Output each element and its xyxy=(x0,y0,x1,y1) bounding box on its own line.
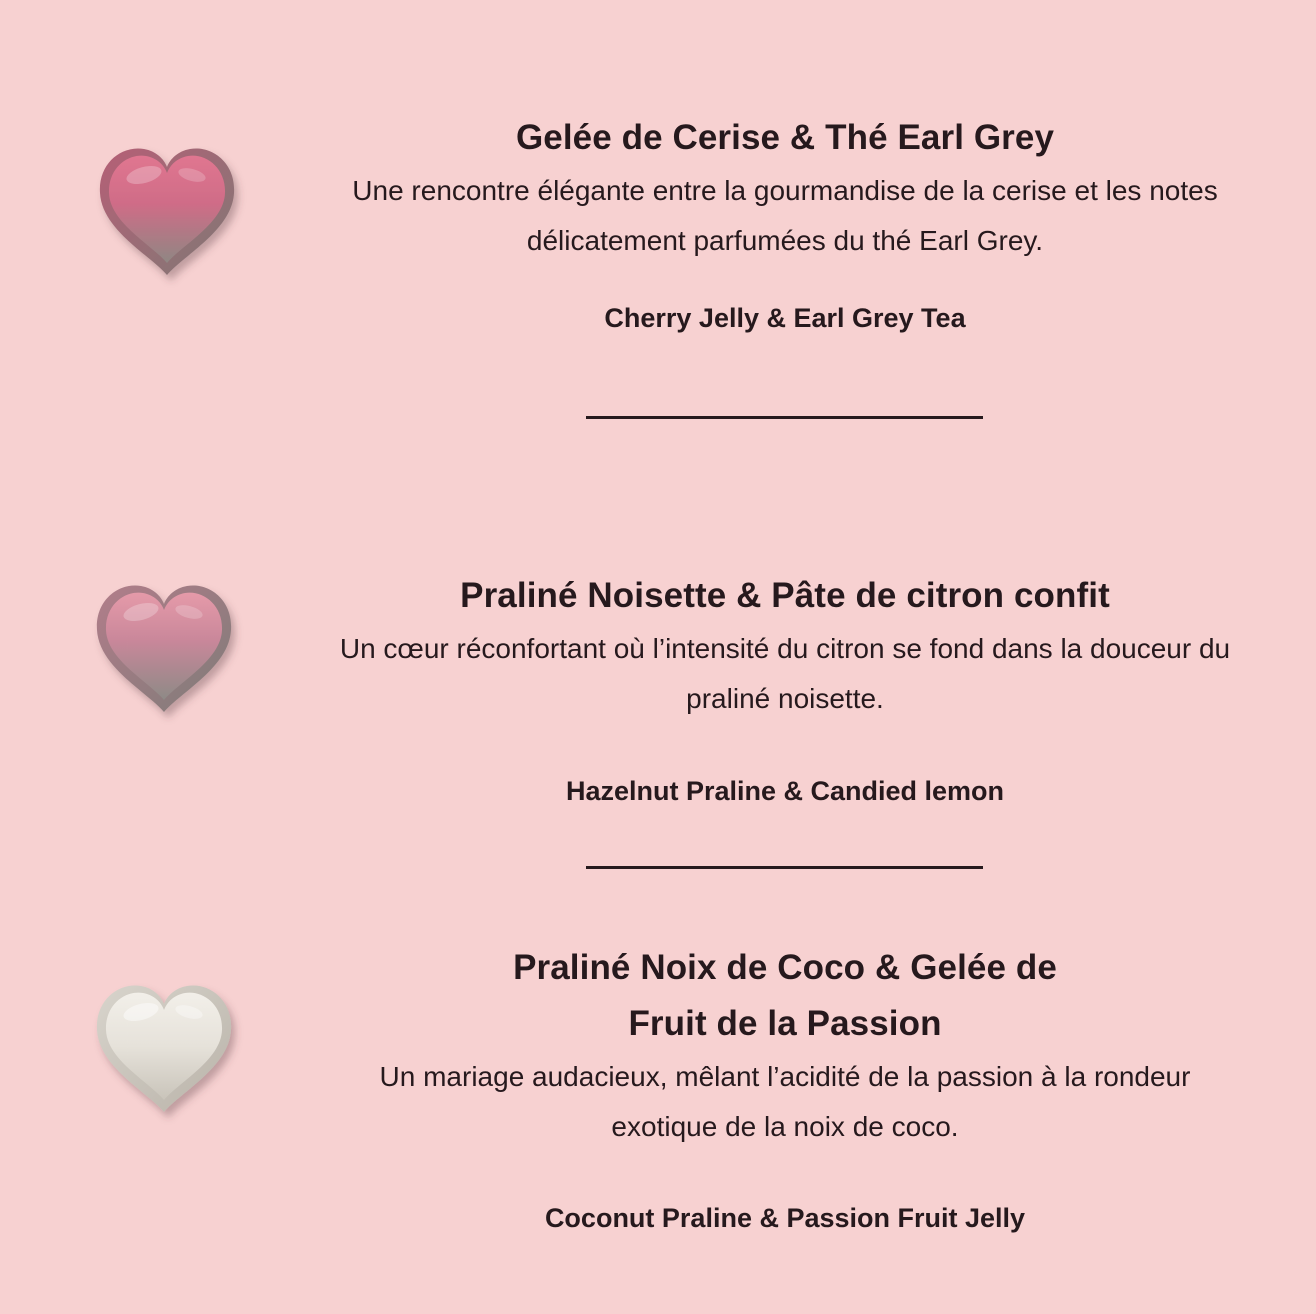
section-divider xyxy=(586,416,983,419)
heart-chocolate-coconut-icon xyxy=(89,972,239,1122)
heart-chocolate-cherry-icon xyxy=(92,135,242,285)
item-english-name: Cherry Jelly & Earl Grey Tea xyxy=(604,303,966,333)
item-english-name: Coconut Praline & Passion Fruit Jelly xyxy=(544,1203,1026,1233)
item-title: Gelée de Cerise & Thé Earl Grey xyxy=(515,118,1055,157)
item-hazelnut-lemon xyxy=(300,568,1270,828)
item-title-line-1: Praliné Noix de Coco & Gelée de xyxy=(513,948,1057,987)
item-title: Praliné Noisette & Pâte de citron confit xyxy=(460,576,1110,615)
item-english-name: Hazelnut Praline & Candied lemon xyxy=(565,776,1005,806)
item-title-line-2: Fruit de la Passion xyxy=(628,1004,942,1043)
heart-chocolate-hazelnut-icon xyxy=(89,572,239,722)
item-cherry-earl-grey xyxy=(300,110,1270,350)
item-description: Un mariage audacieux, mêlant l’acidité de la passion à la rondeur exotique de la noix de coco. xyxy=(379,1061,1191,1142)
item-description: Une rencontre élégante entre la gourmandise de la cerise et les notes délicatement parfumées du thé Earl Grey. xyxy=(352,175,1218,256)
item-description: Un cœur réconfortant où l’intensité du citron se fond dans la douceur du praliné noisette. xyxy=(339,633,1231,714)
section-divider xyxy=(586,866,983,869)
item-coconut-passion xyxy=(300,940,1270,1260)
